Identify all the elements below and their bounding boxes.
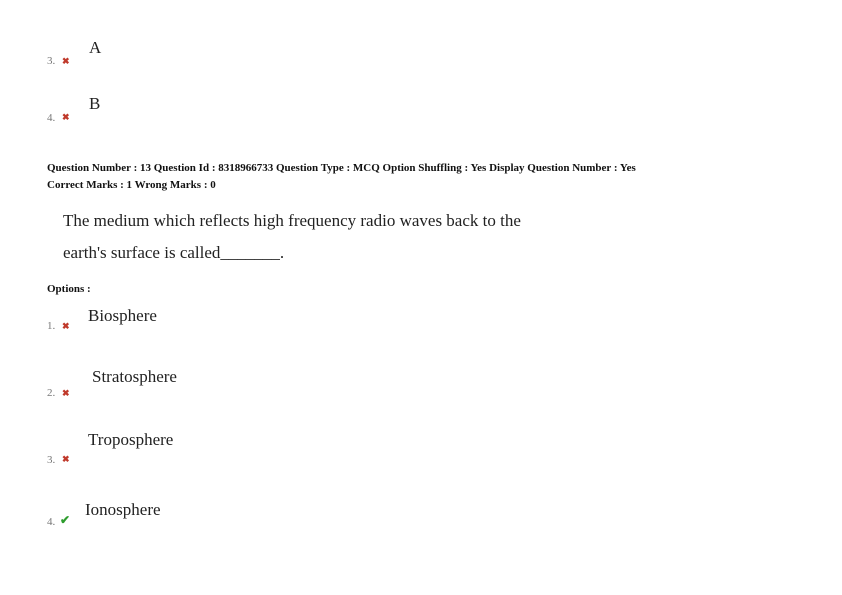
question-text-line-2: earth's surface is called_______. (63, 243, 285, 262)
wrong-mark-icon: ✖ (62, 321, 70, 331)
options-label: Options : (47, 283, 91, 295)
question-meta-line-1: Question Number : 13 Question Id : 8318966733 Question Type : MCQ Option Shuffling : Yes Display Question Number : Yes (47, 162, 636, 174)
option-3-number: 3. (47, 454, 56, 466)
prev-option-3-text: A (89, 38, 102, 57)
prev-option-4-text: B (89, 94, 101, 113)
prev-option-4-number: 4. (47, 112, 56, 124)
wrong-mark-icon: ✖ (62, 112, 70, 122)
option-3-text: Troposphere (88, 430, 174, 449)
option-1-text: Biosphere (88, 306, 157, 325)
option-4-number: 4. (47, 516, 56, 528)
question-meta-line-2: Correct Marks : 1 Wrong Marks : 0 (47, 179, 216, 191)
wrong-mark-icon: ✖ (62, 388, 70, 398)
option-2-number: 2. (47, 387, 56, 399)
wrong-mark-icon: ✖ (62, 454, 70, 464)
option-4-text: Ionosphere (85, 500, 161, 519)
question-text-line-1: The medium which reflects high frequency radio waves back to the (63, 211, 521, 230)
correct-check-icon: ✔ (60, 513, 71, 527)
option-2-text: Stratosphere (92, 367, 177, 386)
wrong-mark-icon: ✖ (62, 56, 70, 66)
option-1-number: 1. (47, 320, 56, 332)
prev-option-3-number: 3. (47, 55, 56, 67)
